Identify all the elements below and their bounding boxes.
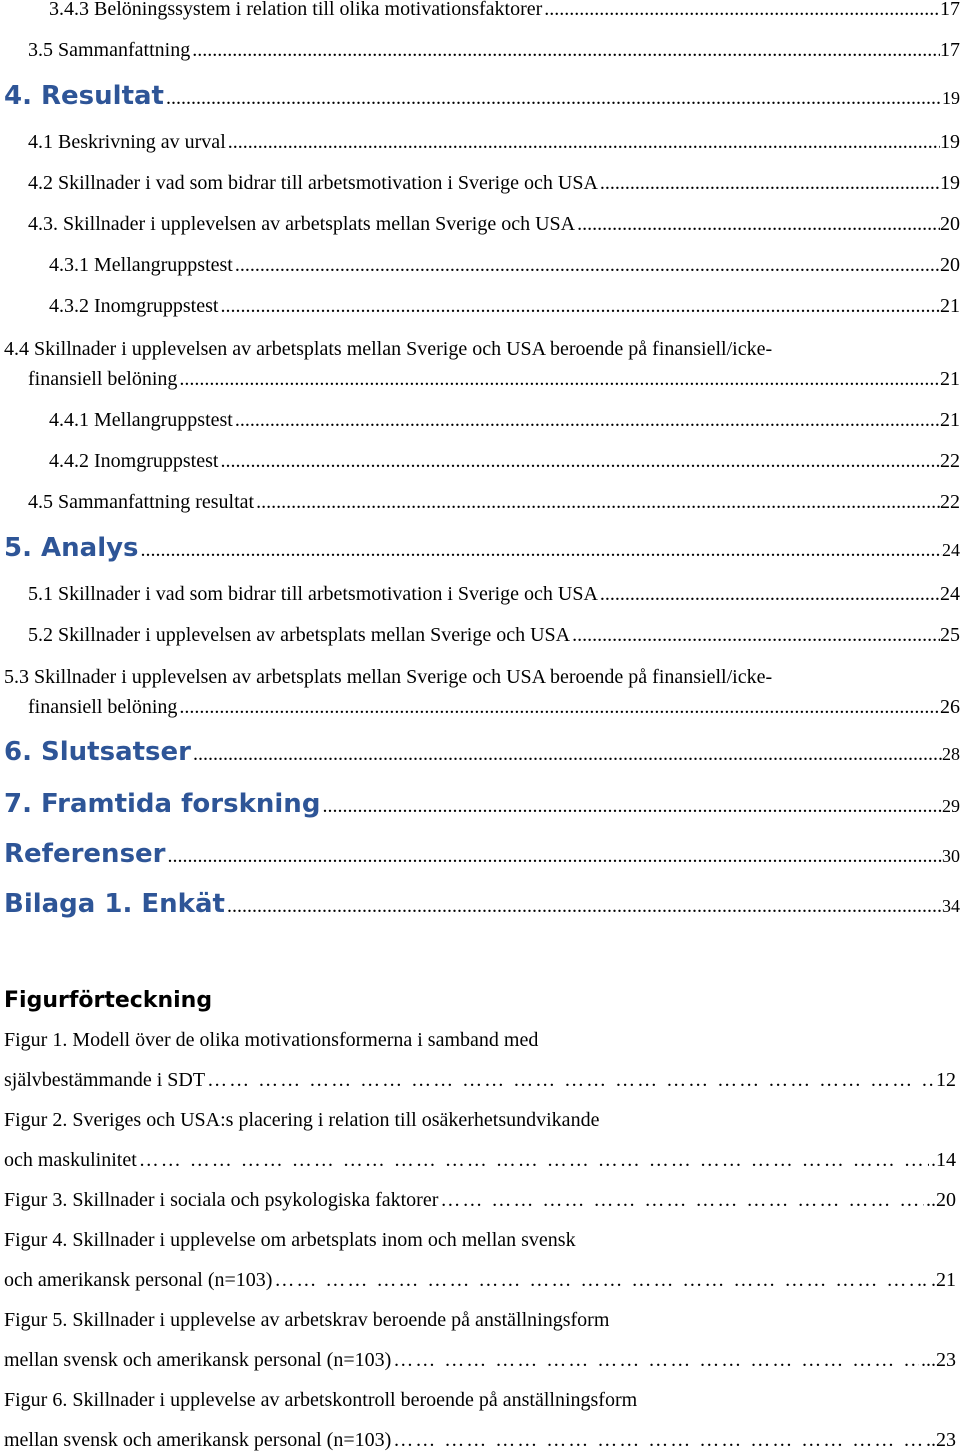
figure-entry-title: Figur 1. Modell över de olika motivationsformerna i samband med xyxy=(4,1029,539,1051)
figure-entry[interactable] xyxy=(4,1345,956,1375)
figure-entry-page: ...23 xyxy=(921,1349,956,1371)
toc-entry[interactable] xyxy=(0,334,960,404)
toc-entry-text: 4.2 Skillnader i vad som bidrar till arbetsmotivation i Sverige och USA xyxy=(28,172,598,194)
toc-entry[interactable] xyxy=(0,250,960,290)
figure-entry-page: ..20 xyxy=(926,1189,956,1211)
toc-chapter-title: 7. Framtida forskning xyxy=(4,789,321,819)
figure-entry-page: .14 xyxy=(931,1149,956,1171)
figure-entry-page: 12 xyxy=(936,1069,956,1091)
toc-entry[interactable] xyxy=(0,487,960,527)
toc-entry-chapter[interactable] xyxy=(0,732,960,772)
toc-entry-text: 3.5 Sammanfattning xyxy=(28,39,191,61)
toc-chapter-title: Referenser xyxy=(4,839,166,869)
toc-entry-page: 20 xyxy=(940,213,960,235)
toc-entry-page: 30 xyxy=(942,846,960,866)
toc-entry[interactable] xyxy=(0,579,960,619)
figure-entry-title: mellan svensk och amerikansk personal (n=103) xyxy=(4,1349,392,1371)
figure-entry-title: och amerikansk personal (n=103) xyxy=(4,1269,273,1291)
toc-entry-text: 4.3.2 Inomgruppstest xyxy=(49,295,219,317)
toc-entry-page: 22 xyxy=(940,450,960,472)
toc-entry[interactable] xyxy=(0,662,960,732)
toc-entry-text: 4.1 Beskrivning av urval xyxy=(28,131,226,153)
toc-entry[interactable] xyxy=(0,446,960,486)
toc-entry-text: 4.3. Skillnader i upplevelsen av arbetsplats mellan Sverige och USA xyxy=(28,213,576,235)
figure-entry-title: Figur 6. Skillnader i upplevelse av arbetskontroll beroende på anställningsform xyxy=(4,1389,638,1411)
toc-entry-page: 19 xyxy=(940,172,960,194)
toc-entry-chapter[interactable] xyxy=(0,528,960,568)
toc-chapter-title: Bilaga 1. Enkät xyxy=(4,889,225,919)
toc-entry[interactable] xyxy=(0,127,960,167)
toc-entry-chapter[interactable] xyxy=(0,834,960,874)
figure-entry[interactable] xyxy=(4,1145,956,1175)
toc-entry-page: 34 xyxy=(942,896,960,916)
toc-entry-page: 21 xyxy=(940,409,960,431)
toc-entry-text: 5.3 Skillnader i upplevelsen av arbetsplats mellan Sverige och USA beroende på finansiell/icke- xyxy=(4,666,773,688)
toc-entry-text: 4.4.2 Inomgruppstest xyxy=(49,450,219,472)
toc-entry-page: 28 xyxy=(942,744,960,764)
toc-entry[interactable] xyxy=(0,405,960,445)
figure-entry[interactable] xyxy=(4,1065,956,1095)
figure-entry-title: Figur 2. Sveriges och USA:s placering i relation till osäkerhetsundvikande xyxy=(4,1109,600,1131)
toc-entry-text: 5.1 Skillnader i vad som bidrar till arbetsmotivation i Sverige och USA xyxy=(28,583,598,605)
toc-entry-text: 4.5 Sammanfattning resultat xyxy=(28,491,255,513)
toc-entry-text: 4.4.1 Mellangruppstest xyxy=(49,409,233,431)
figure-entry-page: .. .21 xyxy=(916,1269,956,1291)
figure-entry[interactable] xyxy=(4,1425,956,1455)
toc-entry[interactable] xyxy=(0,620,960,660)
figure-entry[interactable] xyxy=(4,1265,956,1295)
figure-entry-title: Figur 5. Skillnader i upplevelse av arbetskrav beroende på anställningsform xyxy=(4,1309,610,1331)
toc-chapter-title: 6. Slutsatser xyxy=(4,737,191,767)
toc-entry[interactable] xyxy=(0,168,960,208)
toc-entry-page: 19 xyxy=(942,88,960,108)
toc-entry-text: finansiell belöning xyxy=(28,696,178,718)
figure-list-heading: Figurförteckning xyxy=(4,988,213,1013)
toc-entry-page: 25 xyxy=(940,624,960,646)
toc-entry-page: 29 xyxy=(942,796,960,816)
toc-entry-page: 17 xyxy=(940,0,960,20)
toc-entry-text: 3.4.3 Belöningssystem i relation till olika motivationsfaktorer xyxy=(49,0,543,20)
figure-entry-title: och maskulinitet xyxy=(4,1149,137,1171)
toc-entry-page: 21 xyxy=(940,368,960,390)
figure-entry-title: Figur 4. Skillnader i upplevelse om arbetsplats inom och mellan svensk xyxy=(4,1229,576,1251)
figure-entry-page: ..23 xyxy=(926,1429,956,1451)
figure-entry-title: självbestämmande i SDT xyxy=(4,1069,206,1091)
figure-entry-title: mellan svensk och amerikansk personal (n=103) xyxy=(4,1429,392,1451)
toc-chapter-title: 4. Resultat xyxy=(4,81,164,111)
toc-entry-page: 19 xyxy=(940,131,960,153)
toc-entry-page: 26 xyxy=(940,696,960,718)
toc-entry-page: 21 xyxy=(940,295,960,317)
toc-entry-chapter[interactable] xyxy=(0,884,960,924)
toc-entry-text: finansiell belöning xyxy=(28,368,178,390)
toc-entry-page: 24 xyxy=(940,583,960,605)
toc-entry-chapter[interactable] xyxy=(0,784,960,824)
toc-entry-page: 22 xyxy=(940,491,960,513)
toc-entry[interactable] xyxy=(0,209,960,249)
toc-entry-text: 4.3.1 Mellangruppstest xyxy=(49,254,233,276)
toc-entry-text: 4.4 Skillnader i upplevelsen av arbetsplats mellan Sverige och USA beroende på finansiell/icke- xyxy=(4,338,773,360)
figure-entry-title: Figur 3. Skillnader i sociala och psykologiska faktorer xyxy=(4,1189,439,1211)
toc-chapter-title: 5. Analys xyxy=(4,533,139,563)
toc-entry-page: 17 xyxy=(940,39,960,61)
toc-entry[interactable] xyxy=(0,0,960,34)
toc-entry-page: 20 xyxy=(940,254,960,276)
toc-entry-page: 24 xyxy=(942,540,960,560)
toc-entry[interactable] xyxy=(0,35,960,75)
toc-entry-chapter[interactable] xyxy=(0,76,960,116)
figure-entry[interactable] xyxy=(4,1185,956,1215)
toc-entry-text: 5.2 Skillnader i upplevelsen av arbetsplats mellan Sverige och USA xyxy=(28,624,571,646)
toc-entry[interactable] xyxy=(0,291,960,331)
